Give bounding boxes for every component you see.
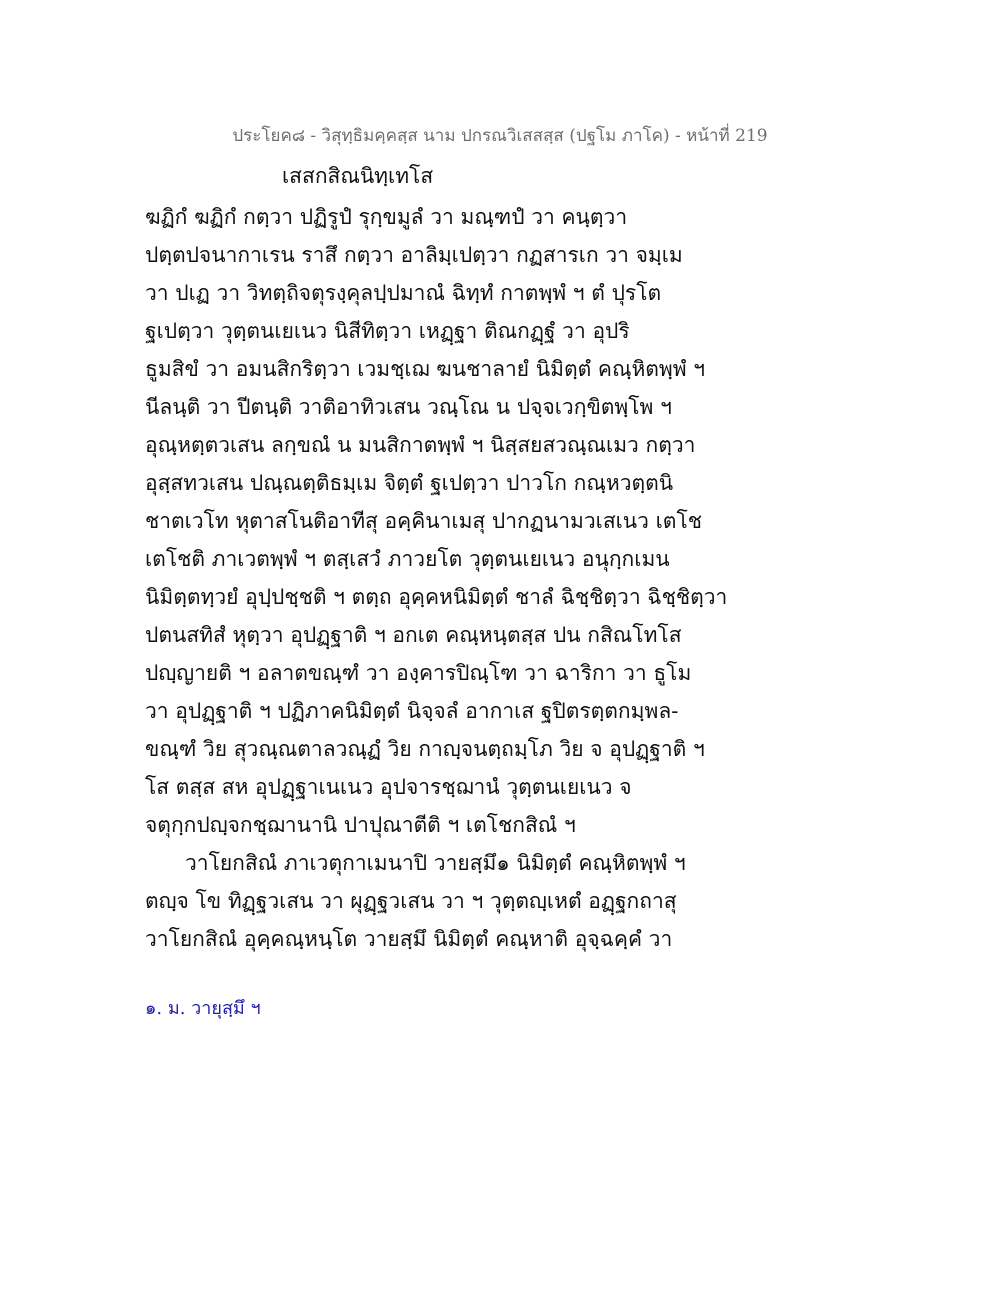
text-line: นีลนฺติ วา ปีตนฺติ วาติอาทิวเสน วณฺโณ น ปจฺจเวกฺขิตพฺโพ ฯ xyxy=(145,395,672,419)
body-text xyxy=(145,198,728,958)
text-line: ฆฏิกํ ฆฏิกํ กตฺวา ปฏิรูปํ รุกฺขมูลํ วา มณฺฑปํ วา คนฺตฺวา xyxy=(145,205,628,229)
footnote: ๑. ม. วายุสฺมึ ฯ xyxy=(145,998,261,1019)
page-header: ประโยค๘ - วิสุทฺธิมคฺคสฺส นาม ปกรณวิเสสสฺส (ปฐโม ภาโค) - หน้าที่ 219 xyxy=(232,126,768,146)
text-line: โส ตสฺส สห อุปฏฺฐาเนเนว อุปจารชฺฌานํ วุตฺตนเยเนว จ xyxy=(145,775,632,799)
text-line: ชาตเวโท หุตาสโนติอาทีสุ อคฺคินาเมสุ ปากฏนามวเสเนว เตโช xyxy=(145,509,702,533)
text-line: เตโชติ ภาเวตพฺพํ ฯ ตสฺเสวํ ภาวยโต วุตฺตนเยเนว อนุกฺกเมน xyxy=(145,547,670,571)
text-line: ปตนสทิสํ หุตฺวา อุปฏฺฐาติ ฯ อกเต คณฺหนฺตสฺส ปน กสิณโทโส xyxy=(145,623,682,647)
paragraph-start-line: วาโยกสิณํ ภาเวตุกาเมนาปิ วายสฺมึ๑ นิมิตฺตํ คณฺหิตพฺพํ ฯ xyxy=(185,851,686,875)
text-line: นิมิตฺตทฺวยํ อุปฺปชฺชติ ฯ ตตฺถ อุคฺคหนิมิตฺตํ ชาลํ ฉิชฺชิตฺวา ฉิชฺชิตฺวา xyxy=(145,585,728,609)
text-line: ตญฺจ โข ทิฏฺฐวเสน วา ผุฏฺฐวเสน วา ฯ วุตฺตญฺเหตํ อฏฺฐกถาสุ xyxy=(145,889,677,913)
text-line: วา อุปฏฺฐาติ ฯ ปฏิภาคนิมิตฺตํ นิจฺจลํ อากาเส ฐปิตรตฺตกมฺพล- xyxy=(145,699,679,723)
text-line: วาโยกสิณํ อุคฺคณฺหนฺโต วายสฺมึ นิมิตฺตํ คณฺหาติ อุจฺฉคฺคํ วา xyxy=(145,927,673,951)
text-line: วา ปเฏ วา วิทตฺถิจตุรงฺคุลปฺปมาณํ ฉิทฺทํ กาตพฺพํ ฯ ตํ ปุรโต xyxy=(145,281,662,305)
section-title: เสสกสิณนิทฺเทโส xyxy=(282,164,434,188)
text-line: ปตฺตปจนากาเรน ราสึ กตฺวา อาลิมฺเปตฺวา กฏสารเก วา จมฺเม xyxy=(145,243,683,267)
text-line: ฐเปตฺวา วุตฺตนเยเนว นิสีทิตฺวา เหฏฺฐา ติณกฏฺฐํ วา อุปริ xyxy=(145,319,630,343)
text-line: ธูมสิขํ วา อมนสิกริตฺวา เวมชฺเฌ ฆนชาลายํ นิมิตฺตํ คณฺหิตพฺพํ ฯ xyxy=(145,357,706,381)
text-line: อุสฺสทวเสน ปณฺณตฺติธมฺเม จิตฺตํ ฐเปตฺวา ปาวโก กณฺหวตฺตนิ xyxy=(145,471,674,495)
text-line: จตุกฺกปญฺจกชฺฌานานิ ปาปุณาตีติ ฯ เตโชกสิณํ ฯ xyxy=(145,813,576,837)
text-line: อุณฺหตฺตวเสน ลกฺขณํ น มนสิกาตพฺพํ ฯ นิสฺสยสวณฺณเมว กตฺวา xyxy=(145,433,696,457)
text-line: ปญฺญายติ ฯ อลาตขณฺฑํ วา องฺคารปิณฺโฑ วา ฉาริกา วา ธูโม xyxy=(145,661,692,685)
text-line: ขณฺฑํ วิย สุวณฺณตาลวณฺฏํ วิย กาญฺจนตฺถมฺโภ วิย จ อุปฏฺฐาติ ฯ xyxy=(145,737,705,761)
